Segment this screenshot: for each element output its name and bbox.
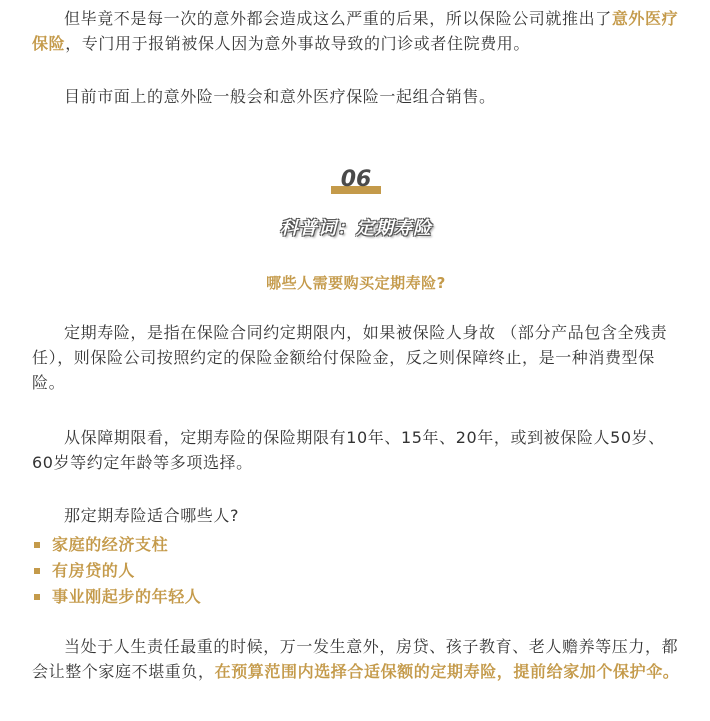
- paragraph-who-suitable: 那定期寿险适合哪些人?: [64, 506, 240, 525]
- paragraph-term-life-period: 从保障期限看，定期寿险的保险期限有10年、15年、20年，或到被保险人50岁、60岁等约定年龄等多项选择。: [32, 428, 665, 472]
- paragraph-text-rest: ，专门用于报销被保人因为意外事故导致的门诊或者住院费用。: [65, 34, 531, 53]
- section-subheading: 哪些人需要购买定期寿险?: [266, 274, 446, 292]
- paragraph-combo-sales: 目前市面上的意外险一般会和意外医疗保险一起组合销售。: [64, 87, 496, 106]
- bullet-square-icon: [34, 594, 40, 600]
- section-title: 科普词：定期寿险: [280, 218, 432, 239]
- paragraph-conclusion: [32, 634, 680, 684]
- bullet-square-icon: [34, 542, 40, 548]
- paragraph-accident-medical: [32, 6, 680, 56]
- list-item: [32, 584, 680, 610]
- bullet-square-icon: [34, 568, 40, 574]
- section-number-badge: [331, 168, 381, 194]
- paragraph-term-life-definition: 定期寿险，是指在保险合同约定期限内，如果被保险人身故 （部分产品包含全残责任），则保险公司按照约定的保险金额给付保险金，反之则保障终止，是一种消费型保险。: [32, 323, 668, 392]
- paragraph-text: 当处于人生责任最重的时候，万一发生意外，房贷、孩子教育、老人赡养等压力，都会让整个家庭不堪重负，: [32, 637, 679, 681]
- section-number-block: [32, 168, 680, 198]
- suitable-people-list: [32, 532, 680, 610]
- paragraph-text: 但毕竟不是每一次的意外都会造成这么严重的后果，所以保险公司就推出了: [64, 9, 612, 28]
- highlight-accident-medical-insurance: 意外医疗保险: [32, 9, 679, 53]
- list-item-label: 有房贷的人: [52, 561, 136, 580]
- section-number: 06: [340, 167, 372, 192]
- list-item: [32, 532, 680, 558]
- highlight-conclusion: 在预算范围内选择合适保额的定期寿险，提前给家加个保护伞。: [214, 662, 680, 681]
- list-item: [32, 558, 680, 584]
- list-item-label: 事业刚起步的年轻人: [52, 587, 202, 606]
- list-item-label: 家庭的经济支柱: [52, 535, 169, 554]
